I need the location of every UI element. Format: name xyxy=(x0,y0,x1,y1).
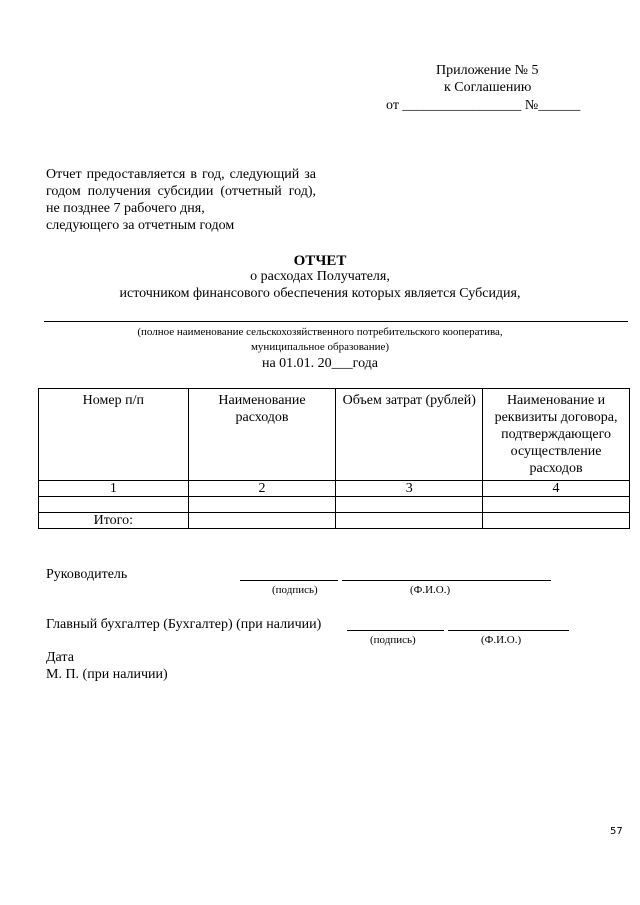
head-name-hint: (Ф.И.О.) xyxy=(410,584,451,596)
table-numbering-row xyxy=(39,481,630,497)
head-signature-line xyxy=(240,580,338,581)
table-cell xyxy=(188,513,336,529)
accountant-name-hint: (Ф.И.О.) xyxy=(481,634,522,646)
header-contract: Наименование и реквизиты договора, подтверждающего осуществление расходов xyxy=(483,389,630,481)
stamp-label: М. П. (при наличии) xyxy=(46,667,168,682)
accountant-name-line xyxy=(448,630,569,631)
head-name-line xyxy=(342,580,551,581)
head-label: Руководитель xyxy=(46,567,128,582)
col-number-4: 4 xyxy=(483,481,630,497)
table-cell xyxy=(336,497,483,513)
page-number: 57 xyxy=(610,826,623,837)
table-header-row xyxy=(39,389,630,481)
date-label: Дата xyxy=(46,650,74,665)
submission-note xyxy=(46,166,316,234)
cooperative-name-hint-1: (полное наименование сельскохозяйственного потребительского кооператива, xyxy=(137,326,503,338)
header-number: Номер п/п xyxy=(39,389,189,481)
table-cell xyxy=(39,497,189,513)
accountant-signature-hint: (подпись) xyxy=(370,634,416,646)
appendix-agreement: к Соглашению xyxy=(444,80,532,95)
col-number-3: 3 xyxy=(336,481,483,497)
appendix-number: Приложение № 5 xyxy=(436,63,539,78)
col-number-1: 1 xyxy=(39,481,189,497)
report-title: ОТЧЕТ xyxy=(293,253,347,269)
report-date: на 01.01. 20___года xyxy=(261,356,379,371)
head-signature-hint: (подпись) xyxy=(272,584,318,596)
submission-note-last: следующего за отчетным годом xyxy=(46,218,235,233)
expense-table xyxy=(38,388,630,529)
col-number-2: 2 xyxy=(188,481,336,497)
table-row xyxy=(39,497,630,513)
accountant-label: Главный бухгалтер (Бухгалтер) (при наличии) xyxy=(46,617,322,632)
header-expense-name: Наименование расходов xyxy=(188,389,336,481)
appendix-date-number: от _________________ №______ xyxy=(386,98,581,113)
cooperative-name-line xyxy=(44,321,628,322)
table-cell xyxy=(336,513,483,529)
table-cell xyxy=(483,513,630,529)
table-total-row xyxy=(39,513,630,529)
total-label: Итого: xyxy=(39,513,189,529)
table-cell xyxy=(483,497,630,513)
accountant-signature-line xyxy=(347,630,444,631)
table-cell xyxy=(188,497,336,513)
submission-note-text: Отчет предоставляется в год, следующий за годом получения субсидии (отчетный год), не позднее 7 рабочего дня, xyxy=(46,167,316,216)
report-subtitle-1: о расходах Получателя, xyxy=(250,269,390,284)
report-subtitle-2: источником финансового обеспечения которых является Субсидия, xyxy=(119,286,521,301)
header-cost-volume: Объем затрат (рублей) xyxy=(336,389,483,481)
cooperative-name-hint-2: муниципальное образование) xyxy=(250,341,390,353)
